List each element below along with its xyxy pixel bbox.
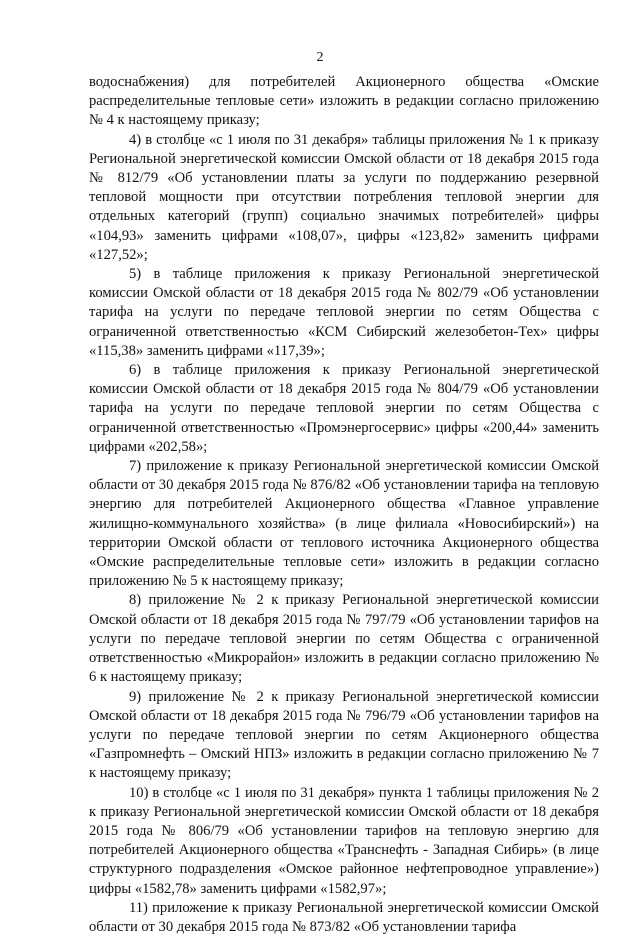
paragraph: 9) приложение № 2 к приказу Региональной энергетической комиссии Омской области от 18 декабря 2015 года № 796/79 «Об установлении тарифов на услуги по передаче тепловой энергии по сетям Акционерного общества «Газпромнефть – Омский НПЗ» изложить в редакции согласно приложению № 7 к настоящему приказу; — [89, 688, 599, 782]
paragraph: 6) в таблице приложения к приказу Региональной энергетической комиссии Омской области от 18 декабря 2015 года № 804/79 «Об установлении тарифа на услуги по передаче тепловой энергии по сетям Общества с ограниченной ответственностью «Промэнергосервис» цифры «200,44» заменить цифрами «202,58»; — [89, 362, 599, 455]
paragraph: 7) приложение к приказу Региональной энергетической комиссии Омской области от 30 декабря 2015 года № 876/82 «Об установлении тарифа на тепловую энергию для потребителей Акционерного общества «Главное управление жилищно-коммунального хозяйства» (в лице филиала «Новосибирский») на территории Омской области от теплового источника Акционерного общества «Омские распределительные тепловые сети» изложить в редакции согласно приложению № 5 к настоящему приказу; — [89, 458, 599, 590]
paragraph: 8) приложение № 2 к приказу Региональной энергетической комиссии Омской области от 18 декабря 2015 года № 797/79 «Об установлении тарифов на услуги по передаче тепловой энергии по сетям Общества с ограниченной ответственностью «Микрорайон» изложить в редакции согласно приложению № 6 к настоящему приказу; — [89, 592, 599, 686]
paragraph: 10) в столбце «с 1 июля по 31 декабря» пункта 1 таблицы приложения № 2 к приказу Региональной энергетической комиссии Омской области от 18 декабря 2015 года № 806/79 «Об установлении тарифов на тепловую энергию для потребителей Акционерного общества «Транснефть - Западная Сибирь» (в лице структурного подразделения «Омское районное нефтепроводное управление») цифры «1582,78» заменить цифрами «1582,97»; — [89, 784, 599, 897]
paragraph: 5) в таблице приложения к приказу Региональной энергетической комиссии Омской области от 18 декабря 2015 года № 802/79 «Об установлении тарифа на услуги по передаче тепловой энергии по сетям Общества с ограниченной ответственностью «КСМ Сибирский железобетон-Тех» цифры «115,38» заменить цифрами «117,39»; — [89, 266, 599, 359]
paragraph: 4) в столбце «с 1 июля по 31 декабря» таблицы приложения № 1 к приказу Региональной энергетической комиссии Омской области от 18 декабря 2015 года № 812/79 «Об установлении платы за услуги по поддержанию резервной тепловой мощности при отсутствии потребления тепловой энергии для отдельных категорий (групп) социально значимых потребителей» цифры «104,93» заменить цифрами «108,07», цифры «123,82» заменить цифрами «127,52»; — [89, 131, 599, 263]
paragraph: 11) приложение к приказу Региональной энергетической комиссии Омской области от 30 декабря 2015 года № 873/82 «Об установлении тарифа — [89, 899, 599, 935]
document-body — [89, 73, 599, 937]
page-number: 2 — [316, 50, 324, 65]
paragraph: водоснабжения) для потребителей Акционерного общества «Омские распределительные тепловые сети» изложить в редакции согласно приложению № 4 к настоящему приказу; — [89, 74, 599, 129]
